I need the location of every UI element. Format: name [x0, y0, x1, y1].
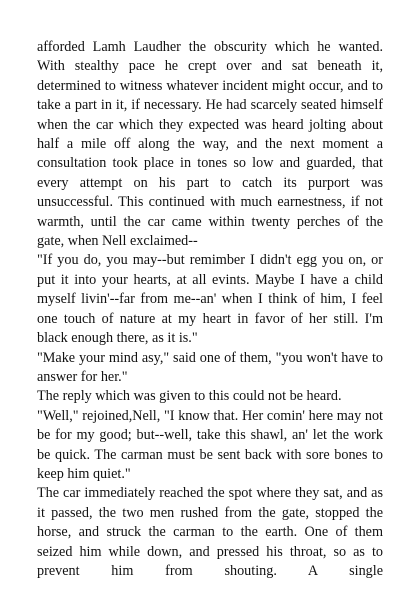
paragraph-reply: The reply which was given to this could not be heard.: [37, 388, 342, 405]
page-body: [37, 38, 383, 581]
paragraph-mind-asy: "Make your mind asy," said one of them, "you won't have to answer for her.": [37, 349, 383, 385]
paragraph-nell-shawl: "Well," rejoined,Nell, "I know that. Her comin' here may not be for my good; but--well, take this shawl, an' let the work be quick. The carman must be sent back with sore bones to keep him quiet.": [37, 407, 383, 482]
paragraph-car-attack: The car immediately reached the spot where they sat, and as it passed, the two men rushed from the gate, stopped the horse, and struck the carman to the earth. One of them seized him while down, and pressed his throat, so as to prevent him from shouting. A single: [37, 485, 383, 579]
paragraph-narration-gate: afforded Lamh Laudher the obscurity which he wanted. With stealthy pace he crept over and sat beneath it, determined to witness whatever incident might occur, and to take a part in it, if necessary. He had scarcely seated himself when the car which they expected was heard jolting about half a mile off along the way, and the next moment a consultation took place in tones so low and guarded, that every attempt on his part to catch its purport was unsuccessful. This continued with much earnestness, if not warmth, until the car came within twenty perches of the gate, when Nell exclaimed--: [37, 39, 383, 250]
paragraph-nell-speech: "If you do, you may--but remimber I didn't egg you on, or put it into your hearts, at all evints. Maybe I have a child myself livin'--far from me--an' when I think of him, I feel one touch of nature at my heart in favor of her still. I'm black enough there, as it is.": [37, 252, 383, 347]
